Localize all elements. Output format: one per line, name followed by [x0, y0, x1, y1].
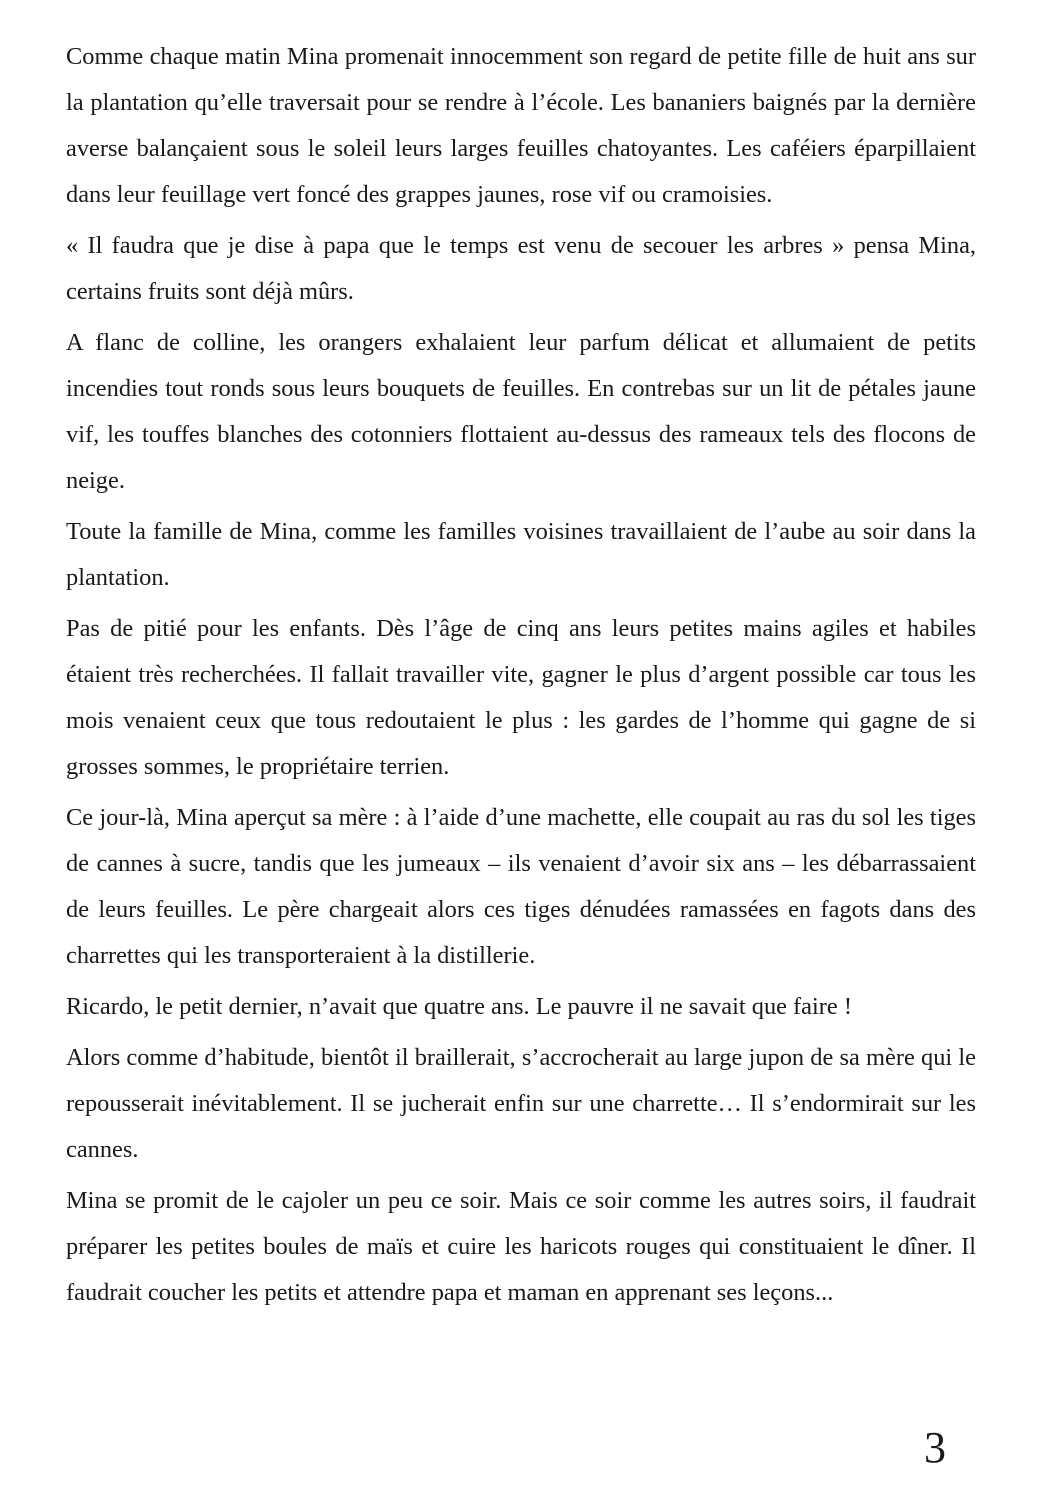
page-number: 3: [924, 1423, 946, 1472]
paragraph-4: Toute la famille de Mina, comme les familles voisines travaillaient de l’aube au soir dans la plantation.: [66, 518, 976, 591]
paragraph-2: « Il faudra que je dise à papa que le temps est venu de secouer les arbres » pensa Mina, certains fruits sont déjà mûrs.: [66, 232, 976, 305]
paragraph-5: Pas de pitié pour les enfants. Dès l’âge de cinq ans leurs petites mains agiles et habiles étaient très recherchées. Il fallait travailler vite, gagner le plus d’argent possible car tous les mois venaient ceux que tous redoutaient le plus : les gardes de l’homme qui gagne de si grosses sommes, le propriétaire terrien.: [66, 615, 976, 780]
paragraph-7: Ricardo, le petit dernier, n’avait que quatre ans. Le pauvre il ne savait que faire !: [66, 993, 852, 1020]
paragraph-3: A flanc de colline, les orangers exhalaient leur parfum délicat et allumaient de petits incendies tout ronds sous leurs bouquets de feuilles. En contrebas sur un lit de pétales jaune vif, les touffes blanches des cotonniers flottaient au-dessus des rameaux tels des flocons de neige.: [66, 329, 976, 494]
paragraph-9: Mina se promit de le cajoler un peu ce soir. Mais ce soir comme les autres soirs, il faudrait préparer les petites boules de maïs et cuire les haricots rouges qui constituaient le dîner. Il faudrait coucher les petits et attendre papa et maman en apprenant ses leçons...: [66, 1187, 976, 1306]
paragraph-6: Ce jour-là, Mina aperçut sa mère : à l’aide d’une machette, elle coupait au ras du sol les tiges de cannes à sucre, tandis que les jumeaux – ils venaient d’avoir six ans – les débarrassaient de leurs feuilles. Le père chargeait alors ces tiges dénudées ramassées en fagots dans des charrettes qui les transporteraient à la distillerie.: [66, 804, 976, 969]
body-text: [66, 34, 976, 1321]
paragraph-8: Alors comme d’habitude, bientôt il braillerait, s’accrocherait au large jupon de sa mère qui le repousserait inévitablement. Il se jucherait enfin sur une charrette… Il s’endormirait sur les cannes.: [66, 1044, 976, 1163]
paragraph-1: Comme chaque matin Mina promenait innocemment son regard de petite fille de huit ans sur la plantation qu’elle traversait pour se rendre à l’école. Les bananiers baignés par la dernière averse balançaient sous le soleil leurs larges feuilles chatoyantes. Les caféiers éparpillaient dans leur feuillage vert foncé des grappes jaunes, rose vif ou cramoisies.: [66, 43, 976, 208]
